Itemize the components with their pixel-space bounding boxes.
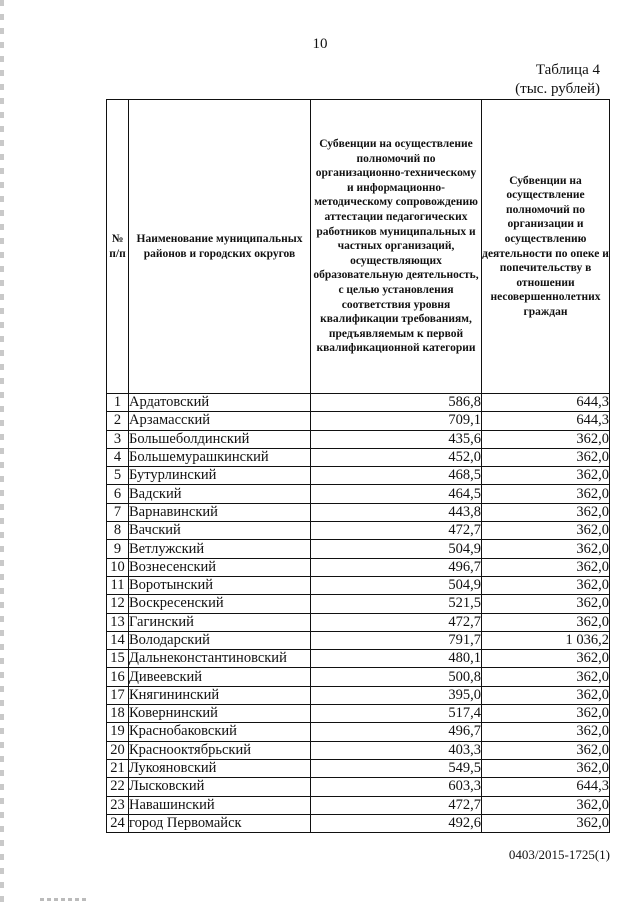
table-row: [107, 576, 610, 594]
row-subvention-attestation: 472,7: [311, 522, 482, 540]
row-subvention-guardianship: 644,3: [482, 778, 610, 796]
row-number: 18: [107, 705, 129, 723]
table-row: [107, 522, 610, 540]
row-subvention-attestation: 791,7: [311, 631, 482, 649]
row-subvention-attestation: 504,9: [311, 540, 482, 558]
table-row: [107, 503, 610, 521]
table-row: [107, 485, 610, 503]
row-number: 2: [107, 412, 129, 430]
footer-scan-mark: [40, 898, 88, 901]
row-name: Большемурашкинский: [129, 448, 311, 466]
table-row: [107, 723, 610, 741]
row-subvention-guardianship: 362,0: [482, 650, 610, 668]
row-number: 17: [107, 686, 129, 704]
row-number: 19: [107, 723, 129, 741]
table-row: [107, 778, 610, 796]
table-row: [107, 668, 610, 686]
row-subvention-attestation: 586,8: [311, 394, 482, 412]
table-row: [107, 650, 610, 668]
row-number: 12: [107, 595, 129, 613]
row-number: 21: [107, 759, 129, 777]
row-number: 15: [107, 650, 129, 668]
table-row: [107, 595, 610, 613]
row-number: 22: [107, 778, 129, 796]
row-subvention-attestation: 468,5: [311, 467, 482, 485]
row-subvention-attestation: 521,5: [311, 595, 482, 613]
row-subvention-attestation: 492,6: [311, 814, 482, 832]
row-subvention-guardianship: 362,0: [482, 522, 610, 540]
row-subvention-guardianship: 362,0: [482, 613, 610, 631]
row-number: 13: [107, 613, 129, 631]
row-name: Вадский: [129, 485, 311, 503]
row-name: Вачский: [129, 522, 311, 540]
row-subvention-attestation: 480,1: [311, 650, 482, 668]
row-subvention-guardianship: 362,0: [482, 686, 610, 704]
row-subvention-guardianship: 644,3: [482, 394, 610, 412]
row-name: Княгининский: [129, 686, 311, 704]
document-code: 0403/2015-1725(1): [508, 847, 610, 862]
row-number: 4: [107, 448, 129, 466]
row-subvention-guardianship: 362,0: [482, 503, 610, 521]
row-subvention-guardianship: 362,0: [482, 741, 610, 759]
table-row: [107, 448, 610, 466]
row-subvention-guardianship: 362,0: [482, 485, 610, 503]
row-subvention-guardianship: 362,0: [482, 540, 610, 558]
table-label: Таблица 4: [535, 62, 600, 78]
table-row: [107, 394, 610, 412]
row-subvention-attestation: 517,4: [311, 705, 482, 723]
row-name: Большеболдинский: [129, 430, 311, 448]
row-subvention-guardianship: 362,0: [482, 430, 610, 448]
table-row: [107, 540, 610, 558]
row-name: Володарский: [129, 631, 311, 649]
table-row: [107, 412, 610, 430]
table-row: [107, 467, 610, 485]
row-subvention-guardianship: 362,0: [482, 759, 610, 777]
table-units: (тыс. рублей): [515, 81, 600, 97]
row-subvention-attestation: 500,8: [311, 668, 482, 686]
table-row: [107, 631, 610, 649]
table-row: [107, 759, 610, 777]
row-subvention-attestation: 403,3: [311, 741, 482, 759]
row-subvention-attestation: 504,9: [311, 576, 482, 594]
table-row: [107, 430, 610, 448]
row-subvention-attestation: 496,7: [311, 723, 482, 741]
row-number: 5: [107, 467, 129, 485]
page-number: 10: [312, 36, 328, 52]
table-row: [107, 796, 610, 814]
table-row: [107, 741, 610, 759]
row-subvention-guardianship: 644,3: [482, 412, 610, 430]
row-name: Дивеевский: [129, 668, 311, 686]
row-subvention-guardianship: 362,0: [482, 595, 610, 613]
table-row: [107, 558, 610, 576]
row-subvention-guardianship: 362,0: [482, 723, 610, 741]
row-number: 14: [107, 631, 129, 649]
row-subvention-guardianship: 362,0: [482, 467, 610, 485]
row-name: Варнавинский: [129, 503, 311, 521]
row-subvention-guardianship: 362,0: [482, 814, 610, 832]
subvention-table: [106, 99, 610, 833]
row-number: 23: [107, 796, 129, 814]
row-number: 9: [107, 540, 129, 558]
row-name: Дальнеконстантиновский: [129, 650, 311, 668]
row-name: Лысковский: [129, 778, 311, 796]
row-subvention-attestation: 603,3: [311, 778, 482, 796]
row-name: город Первомайск: [129, 814, 311, 832]
row-number: 16: [107, 668, 129, 686]
row-name: Ардатовский: [129, 394, 311, 412]
row-name: Лукояновский: [129, 759, 311, 777]
table-row: [107, 686, 610, 704]
header-subvention-guardianship: Субвенции на осуществление полномочий по организации и осуществлению деятельности по опеке и попечительству в отношении несовершеннолетних граждан: [482, 100, 610, 394]
row-subvention-guardianship: 362,0: [482, 558, 610, 576]
row-subvention-attestation: 472,7: [311, 613, 482, 631]
row-name: Воротынский: [129, 576, 311, 594]
row-name: Вознесенский: [129, 558, 311, 576]
row-subvention-attestation: 549,5: [311, 759, 482, 777]
row-subvention-guardianship: 362,0: [482, 796, 610, 814]
row-subvention-attestation: 435,6: [311, 430, 482, 448]
row-name: Воскресенский: [129, 595, 311, 613]
table-row: [107, 814, 610, 832]
row-number: 24: [107, 814, 129, 832]
row-subvention-guardianship: 362,0: [482, 705, 610, 723]
header-num: № п/п: [107, 100, 129, 394]
row-subvention-attestation: 496,7: [311, 558, 482, 576]
header-name: Наименование муниципальных районов и городских округов: [129, 100, 311, 394]
row-name: Гагинский: [129, 613, 311, 631]
row-subvention-attestation: 443,8: [311, 503, 482, 521]
row-subvention-attestation: 395,0: [311, 686, 482, 704]
row-name: Бутурлинский: [129, 467, 311, 485]
row-number: 8: [107, 522, 129, 540]
header-subvention-attestation: Субвенции на осуществление полномочий по организационно-техническому и информационно-методическому сопровождению аттестации педагогических работников муниципальных и частных организаций, осуществляющих образовательную деятельность, с целью установления соответствия уровня квалификации требованиям, предъявляемым к первой квалификационной категории: [311, 100, 482, 394]
row-number: 10: [107, 558, 129, 576]
row-number: 11: [107, 576, 129, 594]
table-row: [107, 705, 610, 723]
row-name: Навашинский: [129, 796, 311, 814]
row-subvention-guardianship: 362,0: [482, 576, 610, 594]
row-name: Ковернинский: [129, 705, 311, 723]
row-number: 7: [107, 503, 129, 521]
row-subvention-attestation: 709,1: [311, 412, 482, 430]
row-name: Краснобаковский: [129, 723, 311, 741]
row-subvention-guardianship: 362,0: [482, 448, 610, 466]
row-name: Краснооктябрьский: [129, 741, 311, 759]
row-name: Арзамасский: [129, 412, 311, 430]
row-number: 3: [107, 430, 129, 448]
row-subvention-guardianship: 362,0: [482, 668, 610, 686]
row-number: 20: [107, 741, 129, 759]
row-subvention-attestation: 464,5: [311, 485, 482, 503]
table-header-row: [107, 100, 610, 394]
row-subvention-attestation: 452,0: [311, 448, 482, 466]
table-row: [107, 613, 610, 631]
scan-edge-artifact: [0, 0, 4, 905]
row-name: Ветлужский: [129, 540, 311, 558]
row-number: 1: [107, 394, 129, 412]
row-subvention-attestation: 472,7: [311, 796, 482, 814]
table-caption: [515, 61, 600, 99]
row-number: 6: [107, 485, 129, 503]
row-subvention-guardianship: 1 036,2: [482, 631, 610, 649]
